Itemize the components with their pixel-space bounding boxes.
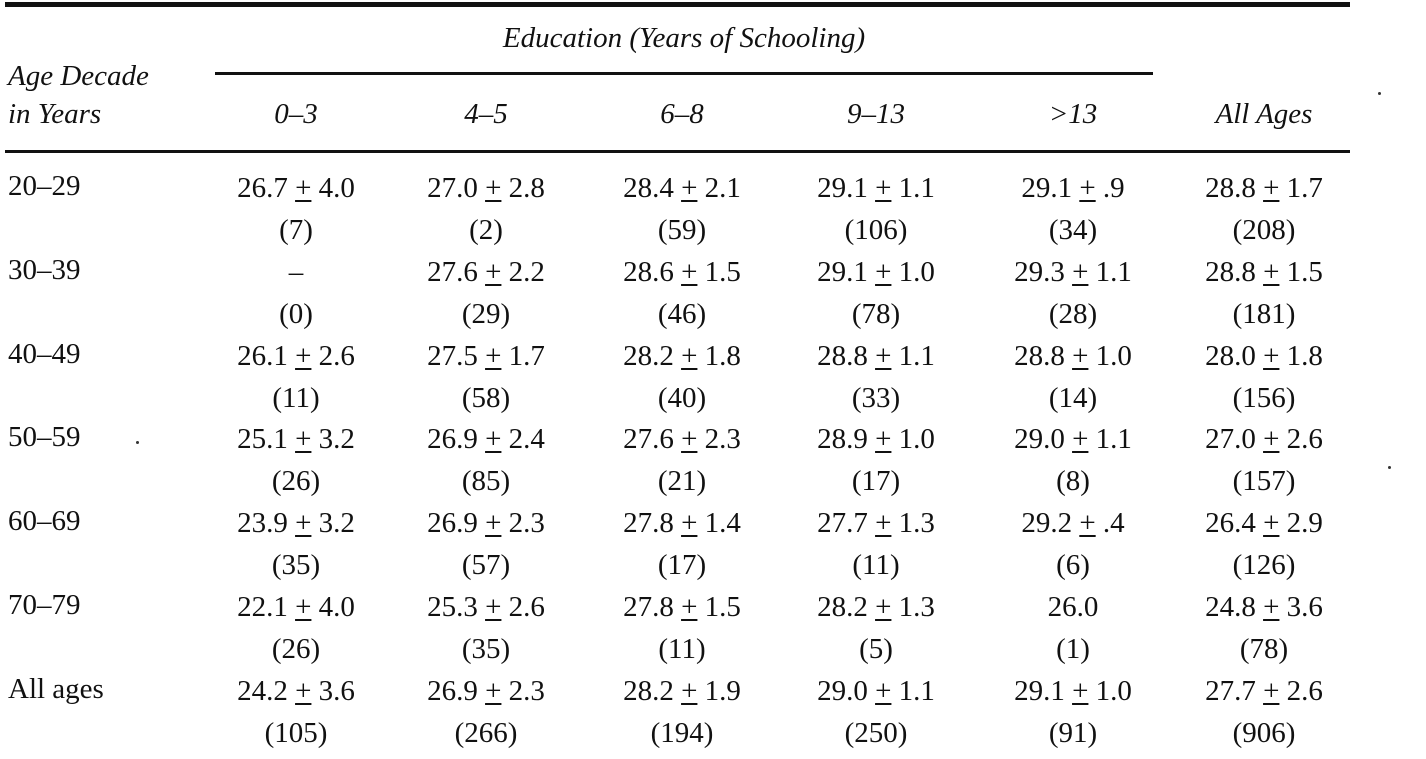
table-cell xyxy=(1154,258,1374,329)
sd-value: 2.6 xyxy=(1286,423,1323,455)
plus-minus-icon: + xyxy=(1072,340,1089,372)
sd-value: 1.1 xyxy=(1095,256,1132,288)
mean-value: 28.4 xyxy=(623,172,674,204)
table-cell xyxy=(376,258,596,329)
sample-size: (11) xyxy=(658,633,706,665)
sd-value: 4.0 xyxy=(318,172,355,204)
sample-size: (6) xyxy=(1056,549,1090,581)
cell-mean-sd xyxy=(1154,174,1374,216)
cell-mean-sd xyxy=(963,174,1183,216)
mean-value: 26.0 xyxy=(1047,591,1099,623)
sd-value: 1.1 xyxy=(898,340,935,372)
sample-size: (29) xyxy=(461,298,511,330)
sd-value: 1.4 xyxy=(704,507,741,539)
cell-mean-sd xyxy=(963,342,1183,384)
plus-minus-icon: + xyxy=(681,256,698,288)
plus-minus-icon: + xyxy=(875,507,892,539)
sample-size: (78) xyxy=(1239,633,1289,665)
sd-value: 1.5 xyxy=(704,256,741,288)
sd-value: 1.9 xyxy=(704,675,741,707)
plus-minus-icon: + xyxy=(295,340,312,372)
sample-size: (157) xyxy=(1232,465,1296,497)
table-cell xyxy=(186,342,406,413)
stub-header-line-2: in Years xyxy=(8,98,102,130)
mean-value: 28.2 xyxy=(817,591,868,623)
mean-value: 28.8 xyxy=(817,340,868,372)
table-cell xyxy=(766,258,986,329)
sample-size: (208) xyxy=(1232,214,1296,246)
mean-value: 29.3 xyxy=(1014,256,1065,288)
mean-value: 27.6 xyxy=(427,256,478,288)
cell-mean-sd xyxy=(186,677,406,719)
sd-value: 2.1 xyxy=(704,172,741,204)
plus-minus-icon: + xyxy=(1263,591,1280,623)
sample-size: (14) xyxy=(1048,382,1098,414)
sample-size: (35) xyxy=(461,633,511,665)
table-cell xyxy=(1154,509,1374,580)
sample-size: (78) xyxy=(851,298,901,330)
mean-value: 28.2 xyxy=(623,675,674,707)
cell-mean-sd xyxy=(1154,342,1374,384)
sd-value: 2.2 xyxy=(508,256,545,288)
mean-value: 26.7 xyxy=(237,172,288,204)
column-header: 9–13 xyxy=(847,98,905,130)
cell-mean-sd xyxy=(1154,509,1374,551)
plus-minus-icon: + xyxy=(1263,256,1280,288)
cell-mean-sd xyxy=(572,425,792,467)
table-cell xyxy=(376,677,596,748)
mean-value: 27.7 xyxy=(817,507,868,539)
plus-minus-icon: + xyxy=(1079,507,1096,539)
sample-size: (57) xyxy=(461,549,511,581)
plus-minus-icon: + xyxy=(1072,256,1089,288)
sd-value: 1.3 xyxy=(898,591,935,623)
cell-mean-sd xyxy=(766,509,986,551)
sample-size: (181) xyxy=(1232,298,1296,330)
row-label: 30–39 xyxy=(8,254,81,286)
sd-value: 1.0 xyxy=(898,423,935,455)
plus-minus-icon: + xyxy=(485,172,502,204)
plus-minus-icon: + xyxy=(485,423,502,455)
mean-value: 29.2 xyxy=(1021,507,1073,539)
sd-value: 1.5 xyxy=(704,591,741,623)
plus-minus-icon: + xyxy=(681,591,698,623)
plus-minus-icon: + xyxy=(875,256,892,288)
plus-minus-icon: + xyxy=(681,507,698,539)
mean-value: 29.0 xyxy=(817,675,868,707)
stub-header-line-1: Age Decade xyxy=(8,60,149,92)
plus-minus-icon: + xyxy=(1263,172,1280,204)
plus-minus-icon: + xyxy=(681,340,698,372)
cell-mean-sd xyxy=(186,258,406,300)
table-cell xyxy=(963,342,1183,413)
sd-value: 1.1 xyxy=(1095,423,1132,455)
table-cell xyxy=(572,509,792,580)
table-cell xyxy=(963,174,1183,245)
plus-minus-icon: + xyxy=(295,423,312,455)
plus-minus-icon: + xyxy=(1072,423,1089,455)
mean-value: 27.0 xyxy=(427,172,478,204)
mean-value: 28.8 xyxy=(1205,256,1256,288)
sd-value: 2.3 xyxy=(508,675,545,707)
cell-mean-sd xyxy=(766,677,986,719)
sample-size: (11) xyxy=(852,549,900,581)
table-cell xyxy=(186,425,406,496)
cell-mean-sd xyxy=(1154,593,1374,635)
cell-mean-sd xyxy=(963,677,1183,719)
mean-value: – xyxy=(288,256,304,288)
mean-value: 29.1 xyxy=(1014,675,1065,707)
cell-mean-sd xyxy=(186,509,406,551)
sample-size: (35) xyxy=(271,549,321,581)
mean-value: 26.4 xyxy=(1205,507,1256,539)
sd-value: .4 xyxy=(1102,507,1125,539)
mean-value: 27.0 xyxy=(1205,423,1256,455)
mean-value: 29.1 xyxy=(817,172,868,204)
sample-size: (0) xyxy=(279,298,313,330)
table-cell xyxy=(766,677,986,748)
cell-mean-sd xyxy=(1154,677,1374,719)
cell-mean-sd xyxy=(572,174,792,216)
cell-mean-sd xyxy=(376,509,596,551)
plus-minus-icon: + xyxy=(1079,172,1096,204)
plus-minus-icon: + xyxy=(295,591,312,623)
mean-value: 26.9 xyxy=(427,423,478,455)
mean-value: 24.2 xyxy=(237,675,288,707)
sd-value: 3.2 xyxy=(318,507,355,539)
mean-value: 25.3 xyxy=(427,591,478,623)
cell-mean-sd xyxy=(766,258,986,300)
sd-value: 1.7 xyxy=(1286,172,1323,204)
mean-value: 22.1 xyxy=(237,591,288,623)
sd-value: 2.6 xyxy=(1286,675,1323,707)
mean-value: 27.6 xyxy=(623,423,674,455)
sd-value: .9 xyxy=(1102,172,1125,204)
header-rule xyxy=(5,150,1350,153)
plus-minus-icon: + xyxy=(875,591,892,623)
table-cell xyxy=(766,425,986,496)
table-cell xyxy=(186,258,406,329)
cell-mean-sd xyxy=(376,677,596,719)
table-cell xyxy=(376,342,596,413)
row-label: 20–29 xyxy=(8,170,81,202)
plus-minus-icon: + xyxy=(1263,340,1280,372)
cell-mean-sd xyxy=(1154,258,1374,300)
sample-size: (906) xyxy=(1232,717,1296,749)
scan-speck xyxy=(1388,466,1391,469)
table-cell xyxy=(376,509,596,580)
table-cell xyxy=(186,509,406,580)
plus-minus-icon: + xyxy=(681,675,698,707)
plus-minus-icon: + xyxy=(875,675,892,707)
cell-mean-sd xyxy=(376,593,596,635)
sample-size: (17) xyxy=(657,549,707,581)
plus-minus-icon: + xyxy=(875,423,892,455)
sample-size: (126) xyxy=(1232,549,1296,581)
mean-value: 26.1 xyxy=(237,340,288,372)
sample-size: (11) xyxy=(272,382,320,414)
table-cell xyxy=(186,677,406,748)
sample-size: (106) xyxy=(844,214,908,246)
sample-size: (266) xyxy=(454,717,518,749)
table-cell xyxy=(1154,593,1374,664)
column-header: All Ages xyxy=(1215,98,1313,130)
cell-mean-sd xyxy=(963,425,1183,467)
column-header: 4–5 xyxy=(464,98,508,130)
mean-value: 28.6 xyxy=(623,256,674,288)
mean-value: 26.9 xyxy=(427,507,478,539)
cell-mean-sd xyxy=(1154,425,1374,467)
sample-size: (26) xyxy=(271,633,321,665)
sd-value: 1.0 xyxy=(1095,675,1132,707)
plus-minus-icon: + xyxy=(485,340,502,372)
cell-mean-sd xyxy=(376,425,596,467)
sd-value: 3.6 xyxy=(318,675,355,707)
row-label: 40–49 xyxy=(8,338,81,370)
sd-value: 2.9 xyxy=(1286,507,1323,539)
cell-mean-sd xyxy=(376,174,596,216)
mean-value: 29.0 xyxy=(1014,423,1065,455)
cell-mean-sd xyxy=(186,593,406,635)
table-cell xyxy=(963,509,1183,580)
table-cell xyxy=(766,174,986,245)
top-rule xyxy=(5,2,1350,7)
plus-minus-icon: + xyxy=(1263,423,1280,455)
plus-minus-icon: + xyxy=(875,340,892,372)
sample-size: (34) xyxy=(1048,214,1098,246)
table-cell xyxy=(766,509,986,580)
sample-size: (7) xyxy=(279,214,313,246)
table-cell xyxy=(963,677,1183,748)
table-cell xyxy=(376,425,596,496)
cell-mean-sd xyxy=(963,258,1183,300)
mean-value: 27.8 xyxy=(623,591,674,623)
sample-size: (5) xyxy=(859,633,893,665)
table-cell xyxy=(572,174,792,245)
mean-value: 28.8 xyxy=(1205,172,1256,204)
scan-speck xyxy=(1378,92,1381,95)
mean-value: 24.8 xyxy=(1205,591,1256,623)
column-header: 0–3 xyxy=(274,98,318,130)
table-cell xyxy=(1154,677,1374,748)
plus-minus-icon: + xyxy=(295,507,312,539)
mean-value: 27.7 xyxy=(1205,675,1256,707)
table-cell xyxy=(1154,425,1374,496)
cell-mean-sd xyxy=(766,342,986,384)
sd-value: 1.0 xyxy=(1095,340,1132,372)
mean-value: 29.1 xyxy=(817,256,868,288)
table-cell xyxy=(186,593,406,664)
table-cell xyxy=(963,425,1183,496)
sd-value: 4.0 xyxy=(318,591,355,623)
education-spanner-header: Education (Years of Schooling) xyxy=(502,22,866,54)
cell-mean-sd xyxy=(572,342,792,384)
mean-value: 27.5 xyxy=(427,340,478,372)
cell-mean-sd xyxy=(186,342,406,384)
plus-minus-icon: + xyxy=(681,172,698,204)
mean-value: 23.9 xyxy=(237,507,288,539)
table-cell xyxy=(1154,174,1374,245)
table-cell xyxy=(376,174,596,245)
plus-minus-icon: + xyxy=(681,423,698,455)
table-cell xyxy=(572,425,792,496)
plus-minus-icon: + xyxy=(875,172,892,204)
cell-mean-sd xyxy=(186,174,406,216)
table-cell xyxy=(766,593,986,664)
sample-size: (58) xyxy=(461,382,511,414)
sample-size: (250) xyxy=(844,717,908,749)
table-cell xyxy=(572,258,792,329)
sample-size: (1) xyxy=(1056,633,1090,665)
cell-mean-sd xyxy=(572,593,792,635)
cell-mean-sd xyxy=(376,342,596,384)
sd-value: 3.2 xyxy=(318,423,355,455)
cell-mean-sd xyxy=(963,509,1183,551)
sd-value: 1.8 xyxy=(1286,340,1323,372)
row-label: 70–79 xyxy=(8,589,81,621)
sample-size: (85) xyxy=(461,465,511,497)
sd-value: 2.8 xyxy=(508,172,545,204)
spanner-rule xyxy=(215,72,1153,75)
table-cell xyxy=(963,258,1183,329)
sd-value: 1.8 xyxy=(704,340,741,372)
plus-minus-icon: + xyxy=(485,256,502,288)
sample-size: (17) xyxy=(851,465,901,497)
cell-mean-sd xyxy=(963,593,1183,635)
table-cell xyxy=(963,593,1183,664)
plus-minus-icon: + xyxy=(1263,507,1280,539)
sample-size: (33) xyxy=(851,382,901,414)
mean-value: 25.1 xyxy=(237,423,288,455)
sample-size: (8) xyxy=(1056,465,1090,497)
sample-size: (46) xyxy=(657,298,707,330)
mean-value: 28.8 xyxy=(1014,340,1065,372)
table-cell xyxy=(376,593,596,664)
row-label: 50–59 xyxy=(8,421,81,453)
sample-size: (59) xyxy=(657,214,707,246)
row-label: 60–69 xyxy=(8,505,81,537)
sample-size: (105) xyxy=(264,717,328,749)
cell-mean-sd xyxy=(572,677,792,719)
cell-mean-sd xyxy=(766,174,986,216)
plus-minus-icon: + xyxy=(485,591,502,623)
table-cell xyxy=(572,342,792,413)
plus-minus-icon: + xyxy=(485,675,502,707)
row-label: All ages xyxy=(8,673,104,705)
sample-size: (21) xyxy=(657,465,707,497)
mean-value: 28.2 xyxy=(623,340,674,372)
sd-value: 1.7 xyxy=(508,340,545,372)
column-header: >13 xyxy=(1048,98,1098,130)
sd-value: 1.1 xyxy=(898,675,935,707)
column-header: 6–8 xyxy=(660,98,704,130)
table-cell xyxy=(186,174,406,245)
sd-value: 1.0 xyxy=(898,256,935,288)
cell-mean-sd xyxy=(572,258,792,300)
sd-value: 3.6 xyxy=(1286,591,1323,623)
plus-minus-icon: + xyxy=(485,507,502,539)
mean-value: 26.9 xyxy=(427,675,478,707)
table-cell xyxy=(572,677,792,748)
table-cell xyxy=(572,593,792,664)
mean-value: 27.8 xyxy=(623,507,674,539)
mean-value: 28.0 xyxy=(1205,340,1256,372)
plus-minus-icon: + xyxy=(295,675,312,707)
table-cell xyxy=(766,342,986,413)
cell-mean-sd xyxy=(376,258,596,300)
sd-value: 2.3 xyxy=(508,507,545,539)
sample-size: (28) xyxy=(1048,298,1098,330)
sample-size: (91) xyxy=(1048,717,1098,749)
cell-mean-sd xyxy=(766,425,986,467)
plus-minus-icon: + xyxy=(295,172,312,204)
sample-size: (40) xyxy=(657,382,707,414)
mean-value: 28.9 xyxy=(817,423,868,455)
sample-size: (194) xyxy=(650,717,714,749)
plus-minus-icon: + xyxy=(1263,675,1280,707)
mean-value: 29.1 xyxy=(1021,172,1073,204)
sample-size: (156) xyxy=(1232,382,1296,414)
cell-mean-sd xyxy=(766,593,986,635)
sample-size: (2) xyxy=(469,214,503,246)
table-cell xyxy=(1154,342,1374,413)
sd-value: 1.5 xyxy=(1286,256,1323,288)
sd-value: 2.4 xyxy=(508,423,545,455)
plus-minus-icon: + xyxy=(1072,675,1089,707)
cell-mean-sd xyxy=(186,425,406,467)
sd-value: 2.6 xyxy=(318,340,355,372)
sd-value: 2.6 xyxy=(508,591,545,623)
sd-value: 2.3 xyxy=(704,423,741,455)
sd-value: 1.1 xyxy=(898,172,935,204)
cell-mean-sd xyxy=(572,509,792,551)
sample-size: (26) xyxy=(271,465,321,497)
scan-speck xyxy=(136,441,139,444)
sd-value: 1.3 xyxy=(898,507,935,539)
